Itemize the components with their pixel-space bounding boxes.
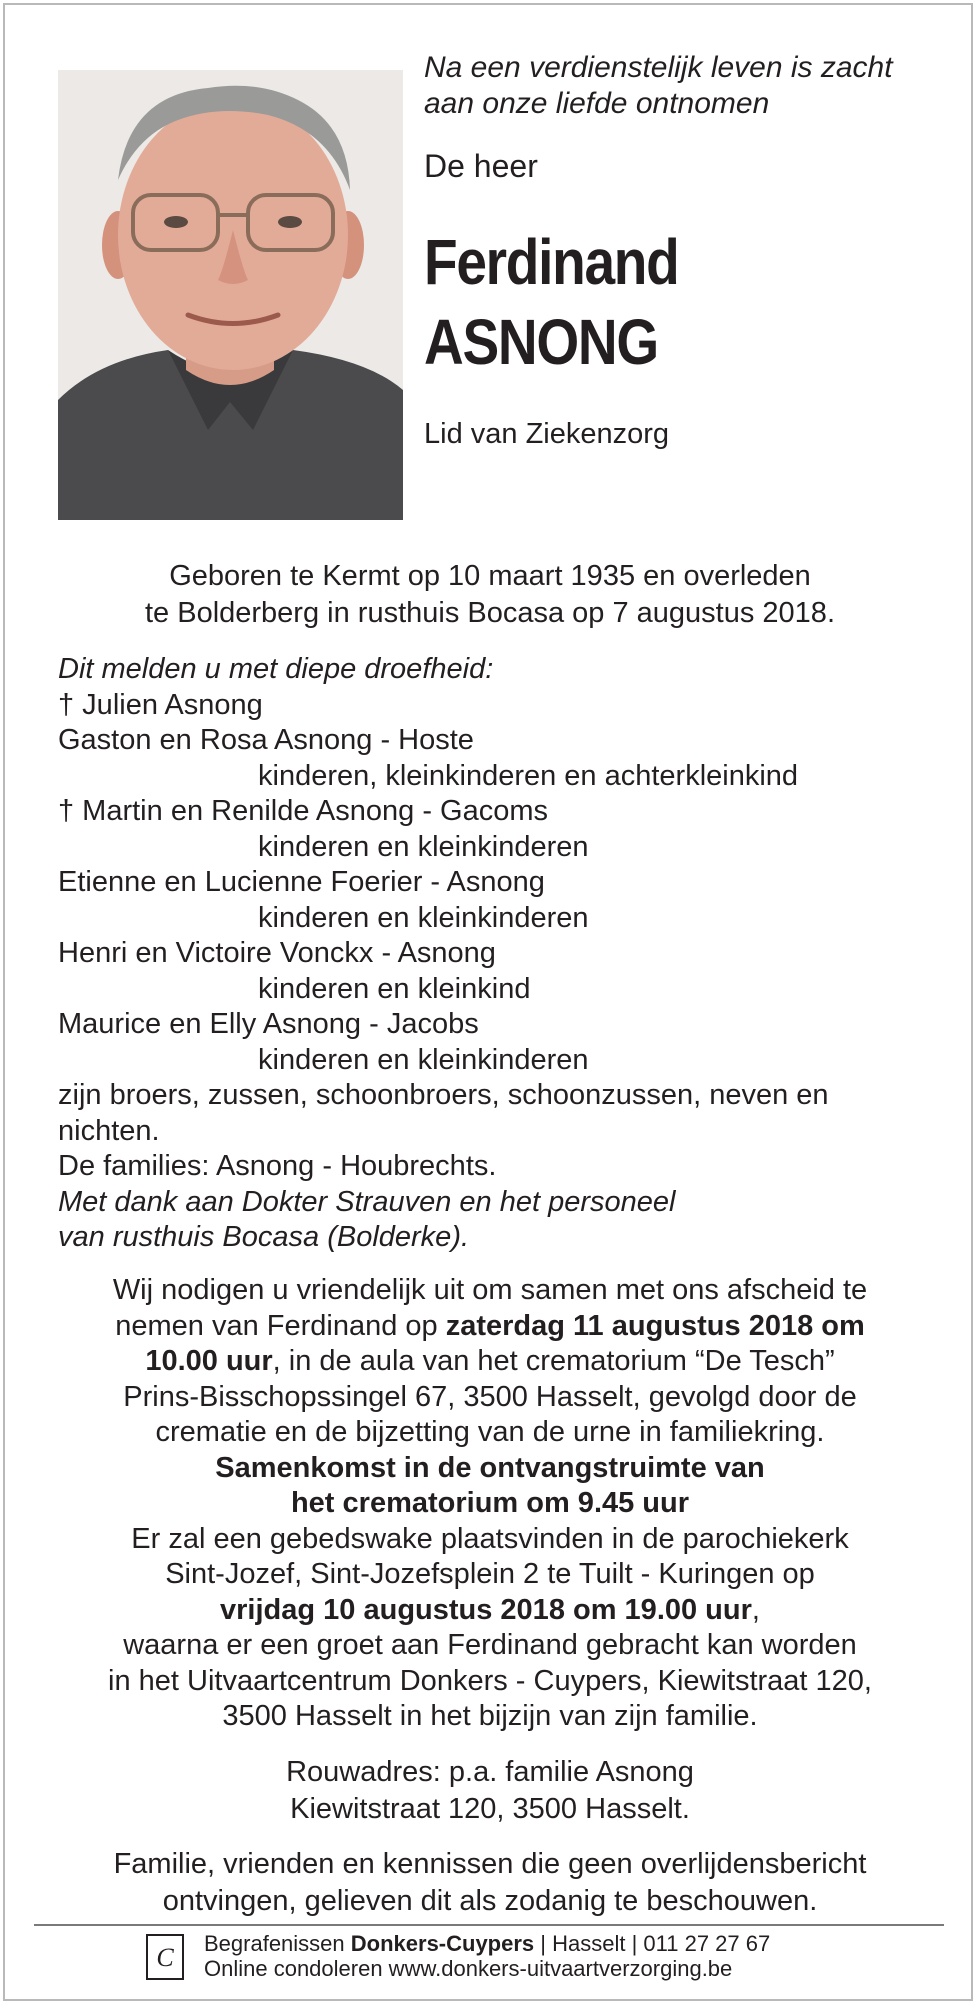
service-details [0, 1273, 980, 1735]
gathering-line [0, 1451, 980, 1487]
siblings-line: zijn broers, zussen, schoonbroers, schoonzussen, neven en [58, 1079, 829, 1111]
svg-text:C: C [156, 1943, 174, 1972]
thanks-line: van rusthuis Bocasa (Bolderke). [58, 1221, 470, 1253]
service-line: Wij nodigen u vriendelijk uit om samen met ons afscheid te [112, 1274, 868, 1306]
footer-company-line [204, 1931, 770, 1956]
footer-online-line[interactable]: Online condoleren www.donkers-uitvaartverzorging.be [204, 1956, 733, 1981]
family-entry: † Martin en Renilde Asnong - Gacoms [58, 795, 549, 827]
first-name: Ferdinand [424, 226, 679, 298]
vigil-line: in het Uitvaartcentrum Donkers - Cuypers, Kiewitstraat 120, [108, 1664, 872, 1697]
address-line: Rouwadres: p.a. familie Asnong [286, 1756, 694, 1788]
service-text: , in de aula van het crematorium “De Tesch” [272, 1345, 835, 1377]
service-line: crematie en de bijzetting van de urne in familiekring. [155, 1416, 825, 1448]
vigil-line: Er zal een gebedswake plaatsvinden in de parochiekerk [131, 1522, 849, 1555]
thanks-line: Met dank aan Dokter Strauven en het personeel [58, 1185, 676, 1218]
siblings-line: nichten. [58, 1114, 160, 1147]
vigil-line [0, 1593, 980, 1629]
family-entry: Etienne en Lucienne Foerier - Asnong [58, 866, 545, 898]
service-line: Prins-Bisschopssingel 67, 3500 Hasselt, gevolgd door de [123, 1380, 857, 1413]
notice-line: Familie, vrienden en kennissen die geen overlijdensbericht [113, 1848, 867, 1880]
family-entry: Maurice en Elly Asnong - Jacobs [58, 1008, 479, 1040]
last-name: ASNONG [424, 306, 658, 378]
intro-text [424, 50, 893, 122]
vigil-line: Sint-Jozef, Sint-Jozefsplein 2 te Tuilt - Kuringen op [165, 1558, 815, 1590]
family-sub: kinderen, kleinkinderen en achterkleinkind [258, 759, 799, 792]
honorific: De heer [424, 148, 538, 184]
announcement [58, 652, 938, 1256]
membership: Lid van Ziekenzorg [424, 418, 670, 450]
service-date: zaterdag 11 augustus 2018 om [445, 1309, 865, 1342]
death-line: te Bolderberg in rusthuis Bocasa op 7 augustus 2018. [144, 597, 835, 629]
intro-line-1: Na een verdienstelijk leven is zacht [424, 51, 893, 84]
family-entry: † Julien Asnong [58, 688, 263, 721]
gathering-text: het crematorium om 9.45 uur [290, 1487, 690, 1519]
service-text: nemen van Ferdinand op [115, 1309, 446, 1342]
birth-death-info [0, 558, 980, 632]
footer-details: | Hasselt | 011 27 27 67 [534, 1931, 771, 1956]
family-entry: Henri en Victoire Vonckx - Asnong [58, 937, 496, 969]
family-sub: kinderen en kleinkinderen [258, 830, 589, 863]
address-line: Kiewitstraat 120, 3500 Hasselt. [290, 1793, 690, 1825]
vigil-text: , [751, 1593, 760, 1626]
mourning-address [0, 1754, 980, 1828]
families-line: De families: Asnong - Houbrechts. [58, 1150, 497, 1182]
service-time: 10.00 uur [145, 1345, 273, 1377]
announcement-heading: Dit melden u met diepe droefheid: [58, 653, 494, 685]
footer-company: Donkers-Cuypers [350, 1931, 535, 1956]
vigil-date: vrijdag 10 augustus 2018 om 19.00 uur [220, 1593, 752, 1626]
service-line [0, 1309, 980, 1345]
vigil-line: waarna er een groet aan Ferdinand gebracht kan worden [123, 1629, 857, 1661]
notice [0, 1846, 980, 1920]
deceased-name [424, 222, 678, 382]
service-line [0, 1344, 980, 1380]
footer-prefix: Begrafenissen [204, 1931, 351, 1956]
gathering-text: Samenkomst in de ontvangstruimte van [215, 1451, 765, 1484]
gathering-line [0, 1486, 980, 1522]
family-entry: Gaston en Rosa Asnong - Hoste [58, 724, 474, 756]
vigil-line: 3500 Hasselt in het bijzijn van zijn familie. [222, 1700, 758, 1732]
family-sub: kinderen en kleinkinderen [258, 1043, 589, 1076]
intro-line-2: aan onze liefde ontnomen [424, 87, 770, 120]
footer [204, 1931, 770, 1981]
portrait-photo [58, 70, 403, 520]
funeral-home-logo-icon [146, 1934, 184, 1980]
birth-line: Geboren te Kermt op 10 maart 1935 en overleden [169, 560, 811, 592]
footer-divider [34, 1924, 944, 1926]
family-sub: kinderen en kleinkind [258, 972, 531, 1005]
notice-line: ontvingen, gelieven dit als zodanig te beschouwen. [162, 1885, 818, 1917]
family-sub: kinderen en kleinkinderen [258, 901, 589, 934]
